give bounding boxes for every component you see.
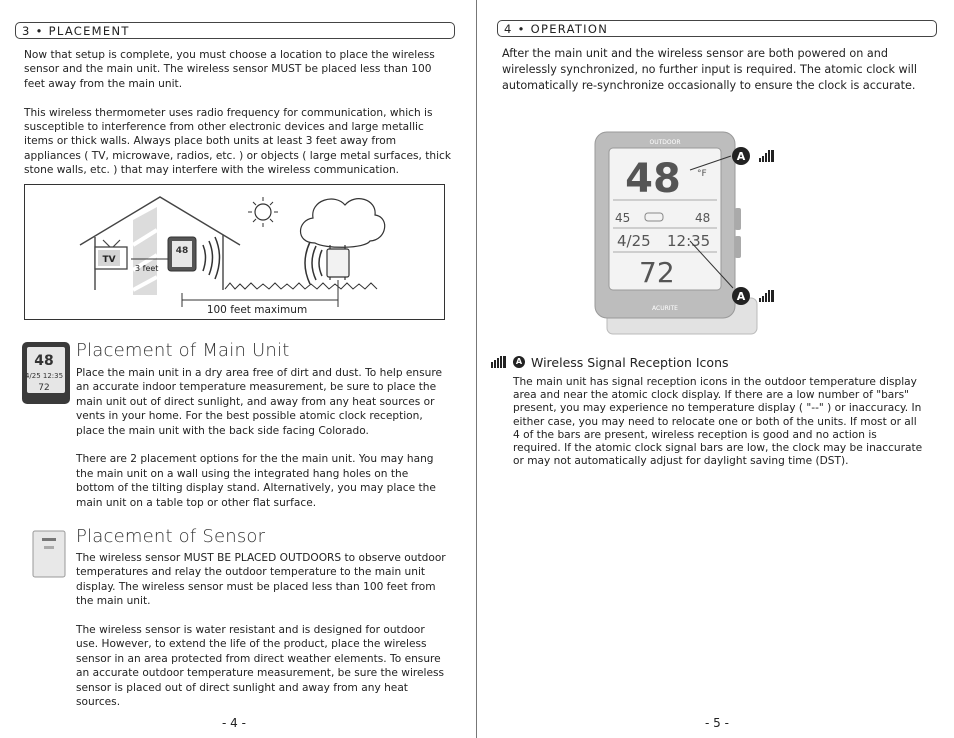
operation-intro: After the main unit and the wireless sensor are both powered on and wirelessly synchronized, no further input is required. The atomic clock will automatically re-synchronize occasionally to ensure the clock is accurate.: [502, 47, 917, 92]
date-readout: 4/25: [617, 232, 651, 250]
placement-intro: [24, 48, 454, 178]
page-number-5: - 5 -: [705, 716, 729, 730]
tv-label: TV: [102, 255, 116, 265]
main-unit-icon: [168, 237, 196, 271]
distance-label: 100 feet maximum: [206, 304, 308, 316]
high-temp: 48: [695, 211, 711, 225]
badge-a-icon: A: [513, 356, 525, 368]
indoor-temp: 72: [639, 256, 675, 289]
operation-header: 4 • OPERATION: [497, 20, 937, 37]
brand-bottom: ACURITE: [652, 305, 678, 312]
sensor-paragraph-2: The wireless sensor is water resistant and is designed for outdoor use. However, to extend the life of the product, place the wireless sensor in an area protected from direct weather elements. To ensure an accurate outdoor temperature measurement, be sure the wireless sensor is placed out of direct sunlight and away from any heat sources.: [76, 624, 445, 709]
sensor-paragraph-1: The wireless sensor MUST BE PLACED OUTDOORS to observe outdoor temperatures and relay the outdoor temperature to the main unit display. The wireless sensor must be placed less than 100 feet from the main unit.: [76, 552, 446, 608]
signal-section-heading: [491, 354, 729, 370]
sensor-body: [76, 551, 448, 709]
placement-diagram: [24, 184, 445, 320]
sun-icon: [248, 197, 278, 227]
signal-bars-icon-bottom: [759, 290, 774, 302]
placement-header: 3 • PLACEMENT: [15, 22, 455, 39]
sensor-icon: [327, 249, 349, 277]
svg-text:4/25 12:35: 4/25 12:35: [24, 372, 64, 380]
svg-text:A: A: [736, 150, 746, 163]
main-unit-paragraph-1: Place the main unit in a dry area free of dirt and dust. To help ensure an accurate indoor temperature measurement, be sure to place the main unit out of direct sunlight, and away from any heat sources or vents in your home. For the best possible atomic clock reception, place the main unit with the back side facing Colorado.: [76, 367, 443, 437]
placement-illustration: [25, 185, 444, 319]
signal-bars-icon-top: [759, 150, 774, 162]
left-page: [0, 0, 476, 738]
main-unit-paragraph-2: There are 2 placement options for the the main unit. You may hang the main unit on a wall using the integrated hang holes on the bottom of the tilting display stand. Alternatively, you may place the main unit on a table top or other flat surface.: [76, 453, 436, 509]
svg-text:A: A: [736, 290, 746, 303]
main-unit-display-illustration: [587, 128, 827, 340]
low-temp: 45: [615, 211, 631, 225]
temp-unit: °F: [697, 169, 707, 179]
signal-section-title: Wireless Signal Reception Icons: [531, 354, 729, 370]
intro-paragraph-2: This wireless thermometer uses radio frequency for communication, which is susceptible to interference from other electronic devices and large metallic items or thick walls. Always place both units at least 3 feet away from appliances ( TV, microwave, radios, etc. ) or objects ( large metal surfaces, thick stone walls, etc. ) that may interfere with the wireless communication.: [24, 106, 451, 177]
three-feet-label: 3 feet: [135, 264, 159, 273]
outdoor-temp: 48: [625, 156, 681, 202]
main-unit-title: Placement of Main Unit: [76, 340, 290, 361]
page-number-4: - 4 -: [222, 716, 246, 730]
svg-text:48: 48: [175, 246, 189, 256]
sensor-thumbnail: [32, 530, 66, 578]
sensor-title: Placement of Sensor: [76, 526, 266, 547]
svg-text:72: 72: [38, 383, 50, 393]
signal-bars-icon: [491, 356, 509, 368]
main-unit-thumbnail: [20, 340, 72, 408]
time-readout: 12:35: [667, 232, 711, 250]
svg-text:48: 48: [34, 353, 54, 369]
brand-top: OUTDOOR: [649, 139, 681, 146]
main-unit-body: [76, 366, 448, 510]
intro-paragraph-1: Now that setup is complete, you must choose a location to place the wireless sensor and the main unit. The wireless sensor MUST be placed less than 100 feet away from the main unit.: [24, 49, 435, 90]
right-page: [476, 0, 954, 738]
signal-section-body: The main unit has signal reception icons in the outdoor temperature display area and near the atomic clock display. If there are a low number of "bars" present, you may experience no temperature display ( "--" ) or inaccuracy. In either case, you may need to relocate one or both of the units. If most or all 4 of the bars are present, wireless reception is good and no action is required. If the atomic clock signal bars are low, the clock may be inaccurate or may not automatically adjust for daylight saving time (DST).: [513, 376, 923, 468]
